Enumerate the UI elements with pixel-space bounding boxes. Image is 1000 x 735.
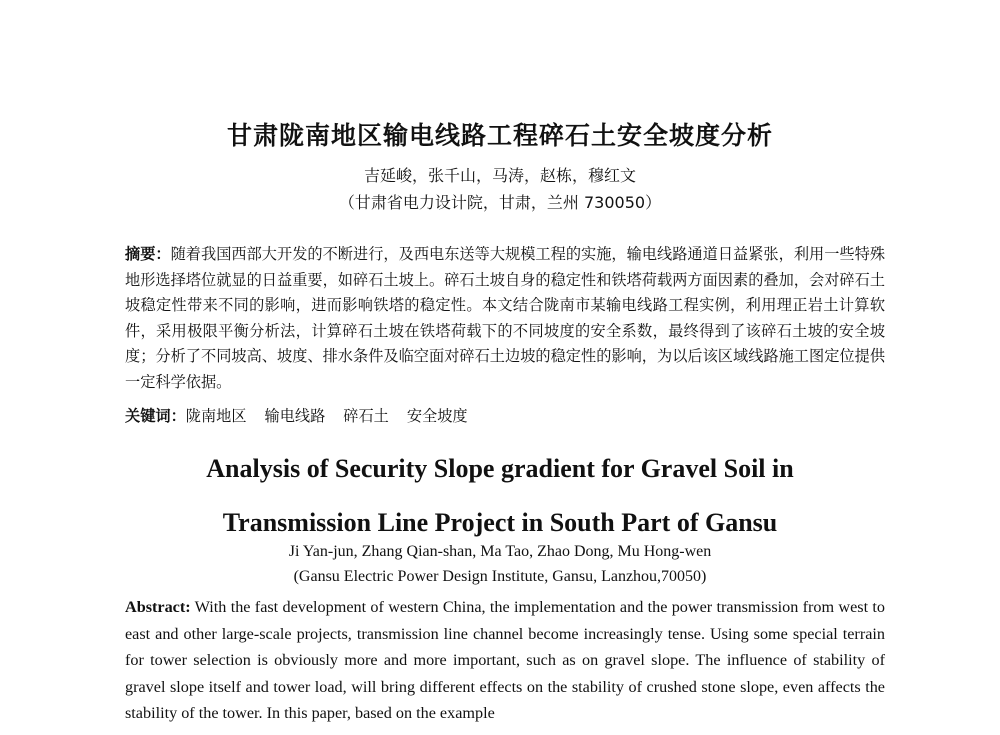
chinese-abstract-label: 摘要： [125,245,171,263]
chinese-abstract [125,242,885,395]
chinese-keywords-label: 关键词： [125,407,186,425]
chinese-title: 甘肃陇南地区输电线路工程碎石土安全坡度分析 [226,121,773,150]
english-title-line2: Transmission Line Project in South Part of Gansu [222,508,778,537]
english-abstract [125,594,885,727]
chinese-authors: 吉延峻，张千山，马涛，赵栋，穆红文 [363,166,636,185]
chinese-keywords [125,405,885,427]
english-affiliation: (Gansu Electric Power Design Institute, Gansu, Lanzhou,70050) [293,568,707,585]
keyword: 安全坡度 [406,407,468,425]
keyword: 输电线路 [264,407,326,425]
english-title [0,442,1000,550]
english-authors: Ji Yan-jun, Zhang Qian-shan, Ma Tao, Zhao Dong, Mu Hong-wen [288,543,712,560]
keyword: 碎石土 [343,407,389,425]
keyword: 陇南地区 [185,407,247,425]
chinese-abstract-text: 随着我国西部大开发的不断进行，及西电东送等大规模工程的实施，输电线路通道日益紧张，利用一些特殊地形选择塔位就显的日益重要，如碎石土坡上。碎石土坡自身的稳定性和铁塔荷载两方面因素的叠加，会对碎石土坡稳定性带来不同的影响，进而影响铁塔的稳定性。本文结合陇南市某输电线路工程实例，利用理正岩土计算软件，采用极限平衡分析法，计算碎石土坡在铁塔荷载下的不同坡度的安全系数，最终得到了该碎石土坡的安全坡度；分析了不同坡高、坡度、排水条件及临空面对碎石土边坡的稳定性的影响，为以后该区域线路施工图定位提供一定科学依据。 [125,245,886,391]
english-title-line1: Analysis of Security Slope gradient for Gravel Soil in [206,454,794,483]
chinese-affiliation: （甘肃省电力设计院，甘肃，兰州 730050） [338,193,662,212]
english-abstract-text: With the fast development of western China, the implementation and the power transmission from west to east and other large-scale projects, transmission line channel become increasingly tense. Using some special terrain for tower selection is obviously more and more important, such as on gravel slope. The influence of stability of gravel slope itself and tower load, will bring different effects on the stability of crushed stone slope, even affects the stability of the tower. In this paper, based on the example [125,598,885,722]
english-abstract-label: Abstract: [125,598,191,616]
